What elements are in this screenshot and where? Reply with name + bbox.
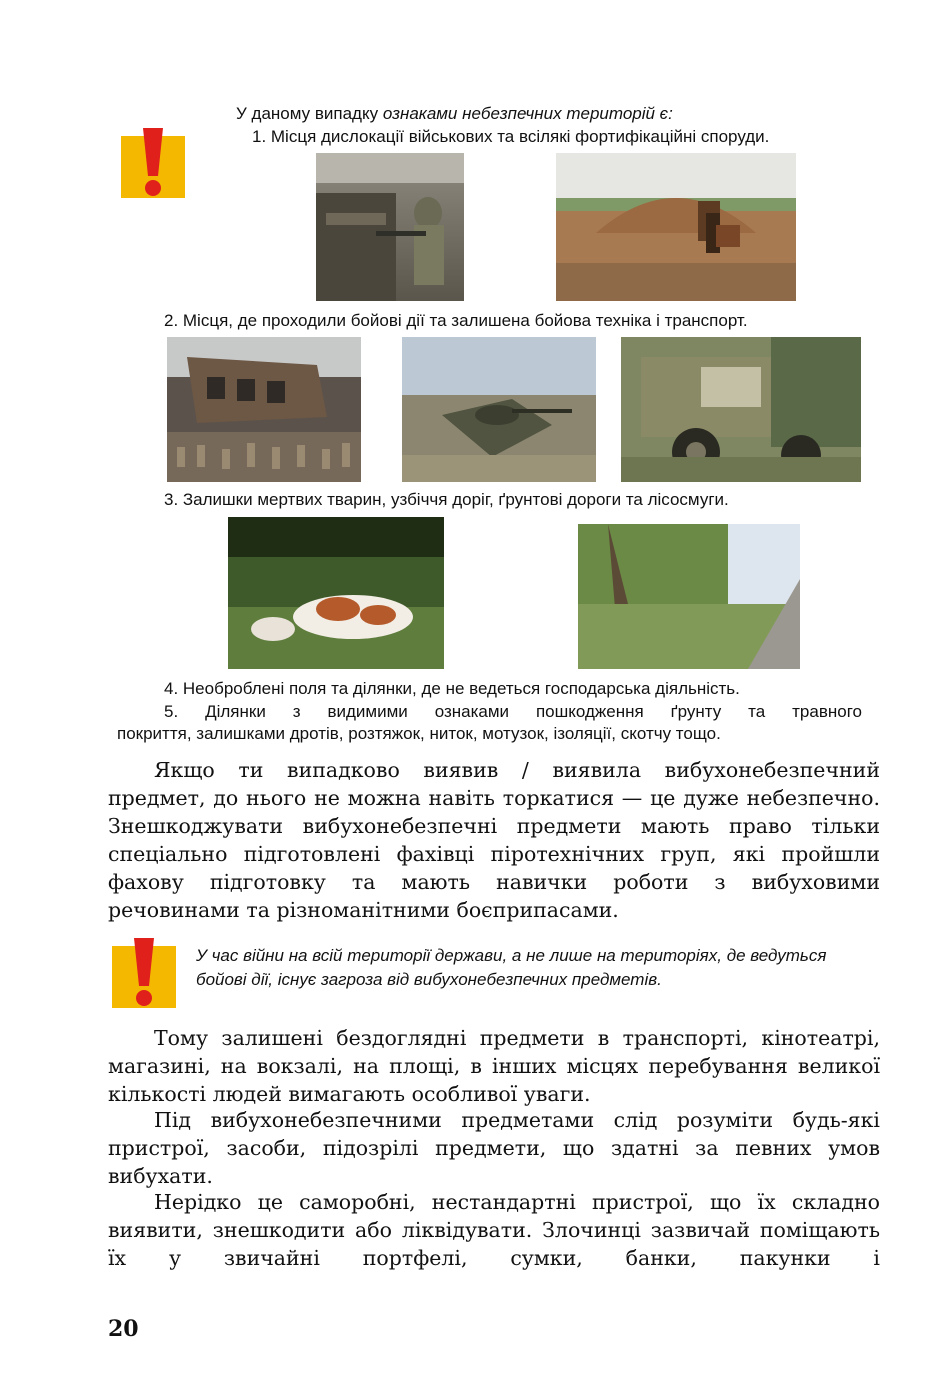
- body-paragraph-3: Під вибухонебезпечними предметами слід розуміти будь-які пристрої, засоби, підозрілі предмети, що здатні за певних умов вибухати.: [108, 1108, 880, 1188]
- photo-destroyed-tank: [402, 337, 596, 482]
- photo-soldier-trench: [316, 153, 464, 301]
- list-item-5-line-1: [164, 701, 862, 723]
- list-item-2: 2. Місця, де проходили бойові дії та залишена бойова техніка і транспорт.: [164, 311, 748, 330]
- photo-bunker: [556, 153, 796, 301]
- photo-abandoned-truck: [621, 337, 861, 482]
- warning-note: У час війни на всій території держави, а не лише на територіях, де ведуться бойові дії, існує загроза від вибухонебезпечних предметів.: [196, 946, 827, 989]
- warning-exclamation-icon: [112, 938, 176, 1008]
- body-paragraph-1: Якщо ти випадково виявив / виявила вибухонебезпечний предмет, до нього не можна навіть торкатися — це дуже небезпечно. Знешкоджувати вибухонебезпечні предмети мають право тільки спеціально підготовлені фахівці піротехнічних груп, які пройшли фахову підготовку та мають навички роботи з вибуховими речовинами та різноманітними боєприпасами.: [108, 758, 880, 922]
- list-item-5-line-2: покриття, залишками дротів, розтяжок, ниток, мотузок, ізоляції, скотчу тощо.: [117, 724, 721, 743]
- warning-exclamation-icon: [121, 128, 185, 198]
- body-paragraph-4: Нерідко це саморобні, нестандартні пристрої, що їх складно виявити, знешкодити або ліквідувати. Злочинці зазвичай поміщають їх у звичайні портфелі, сумки, банки, пакунки і: [108, 1190, 880, 1270]
- list-item-5-line-1-text: 5. Ділянки з видимими ознаками пошкодження ґрунту та травного: [164, 702, 862, 721]
- body-paragraph-2: Тому залишені бездоглядні предмети в транспорті, кінотеатрі, магазині, на вокзалі, на площі, в інших місцях перебування великої кількості людей вимагають особливої уваги.: [108, 1026, 880, 1106]
- list-item-1: 1. Місця дислокації військових та всілякі фортифікаційні споруди.: [252, 127, 770, 146]
- list-item-3: 3. Залишки мертвих тварин, узбіччя доріг, ґрунтові дороги та лісосмуги.: [164, 490, 729, 509]
- intro-lead: У даному випадку: [236, 104, 383, 123]
- page-number: 20: [108, 1316, 139, 1342]
- photo-dead-cow: [228, 517, 444, 669]
- list-item-4: 4. Необроблені поля та ділянки, де не ведеться господарська діяльність.: [164, 679, 740, 698]
- photo-roadside-treeline: [578, 524, 800, 669]
- intro-italic: ознаками небезпечних територій є:: [382, 104, 673, 123]
- photo-destroyed-train: [167, 337, 361, 482]
- intro-text: [236, 103, 673, 125]
